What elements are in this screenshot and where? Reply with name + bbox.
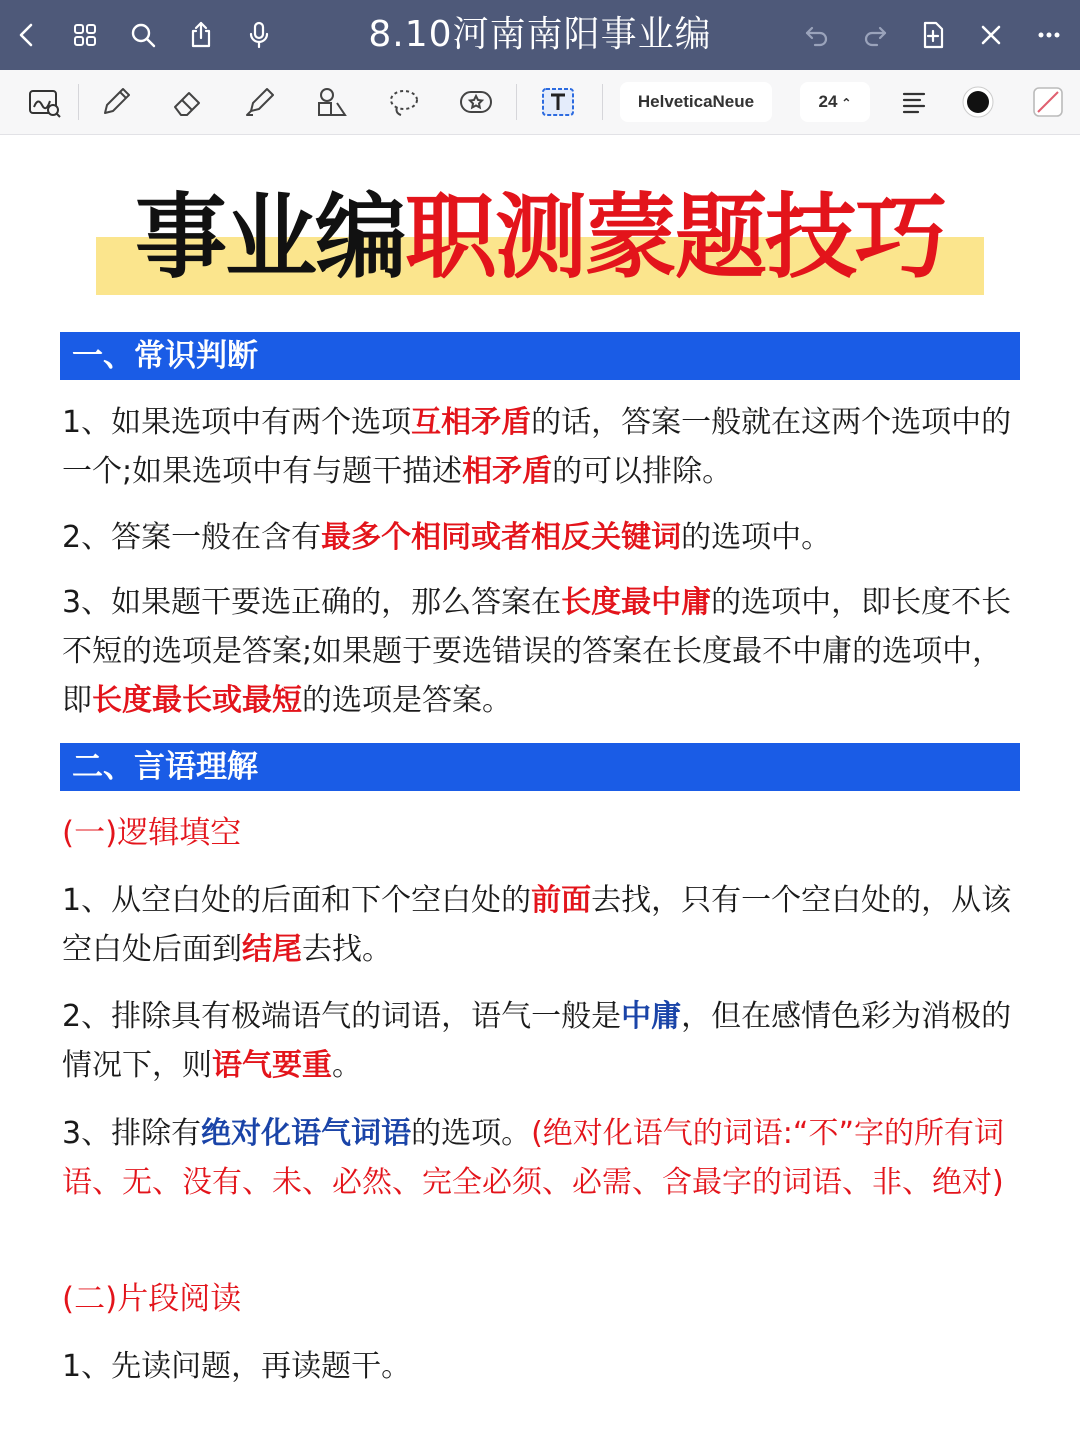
undo-icon[interactable]: [798, 16, 836, 54]
title-red-part: 职测蒙题技巧: [405, 183, 946, 291]
paragraph: 3、排除有绝对化语气词语的选项。(绝对化语气的词语:“不”字的所有词语、无、没有、未、必然、完全必须、必需、含最字的词语、非、绝对): [62, 1116, 1004, 1200]
share-icon[interactable]: [182, 16, 220, 54]
close-icon[interactable]: [972, 16, 1010, 54]
section-heading: 二、言语理解: [60, 743, 1020, 791]
color-swatch-icon[interactable]: [956, 82, 1000, 122]
note-page: [0, 135, 1080, 1441]
paragraph: 1、从空白处的后面和下个空白处的前面去找，只有一个空白处的，从该空白处后面到结尾去找。: [62, 883, 1012, 967]
search-icon[interactable]: [124, 16, 162, 54]
font-size-selector[interactable]: [800, 82, 870, 122]
paragraph: 1、如果选项中有两个选项互相矛盾的话，答案一般就在这两个选项中的一个;如果选项中有与题干描述相矛盾的可以排除。: [62, 405, 1012, 489]
paragraph: 1、先读问题，再读题干。: [62, 1349, 412, 1384]
title-bar: [0, 0, 1080, 70]
more-icon[interactable]: [1030, 16, 1068, 54]
highlighter-icon[interactable]: [238, 82, 282, 122]
paragraph: 2、排除具有极端语气的词语，语气一般是中庸，但在感情色彩为消极的情况下，则语气要重。: [62, 999, 1012, 1083]
no-fill-icon[interactable]: [1026, 82, 1070, 122]
section-heading: 一、常识判断: [60, 332, 1020, 380]
image-scan-icon[interactable]: [22, 82, 66, 122]
paragraph: 2、答案一般在含有最多个相同或者相反关键词的选项中。: [62, 520, 832, 555]
back-icon[interactable]: [8, 16, 46, 54]
text-tool-icon[interactable]: [536, 82, 580, 122]
font-size-value: 24: [818, 92, 838, 111]
shapes-icon[interactable]: [310, 82, 354, 122]
redo-icon[interactable]: [856, 16, 894, 54]
microphone-icon[interactable]: [240, 16, 278, 54]
lasso-icon[interactable]: [382, 82, 426, 122]
sticker-icon[interactable]: [454, 82, 498, 122]
grid-icon[interactable]: [66, 16, 104, 54]
document-title[interactable]: 8.10河南南阳事业编: [368, 14, 712, 55]
eraser-icon[interactable]: [166, 82, 210, 122]
page-title: [96, 185, 984, 297]
pen-icon[interactable]: [94, 82, 138, 122]
title-black-part: 事业编: [134, 183, 405, 291]
add-page-icon[interactable]: [914, 16, 952, 54]
font-family-selector[interactable]: HelveticaNeue: [620, 82, 772, 122]
subsection-heading: (一)逻辑填空: [62, 815, 242, 851]
tool-bar: [0, 70, 1080, 135]
chevron-updown-icon: ⌃: [841, 96, 852, 110]
align-icon[interactable]: [892, 82, 936, 122]
subsection-heading: (二)片段阅读: [62, 1281, 242, 1317]
paragraph: 3、如果题干要选正确的，那么答案在长度最中庸的选项中，即长度不长不短的选项是答案;如果题于要选错误的答案在长度最不中庸的选项中，即长度最长或最短的选项是答案。: [62, 585, 1012, 718]
